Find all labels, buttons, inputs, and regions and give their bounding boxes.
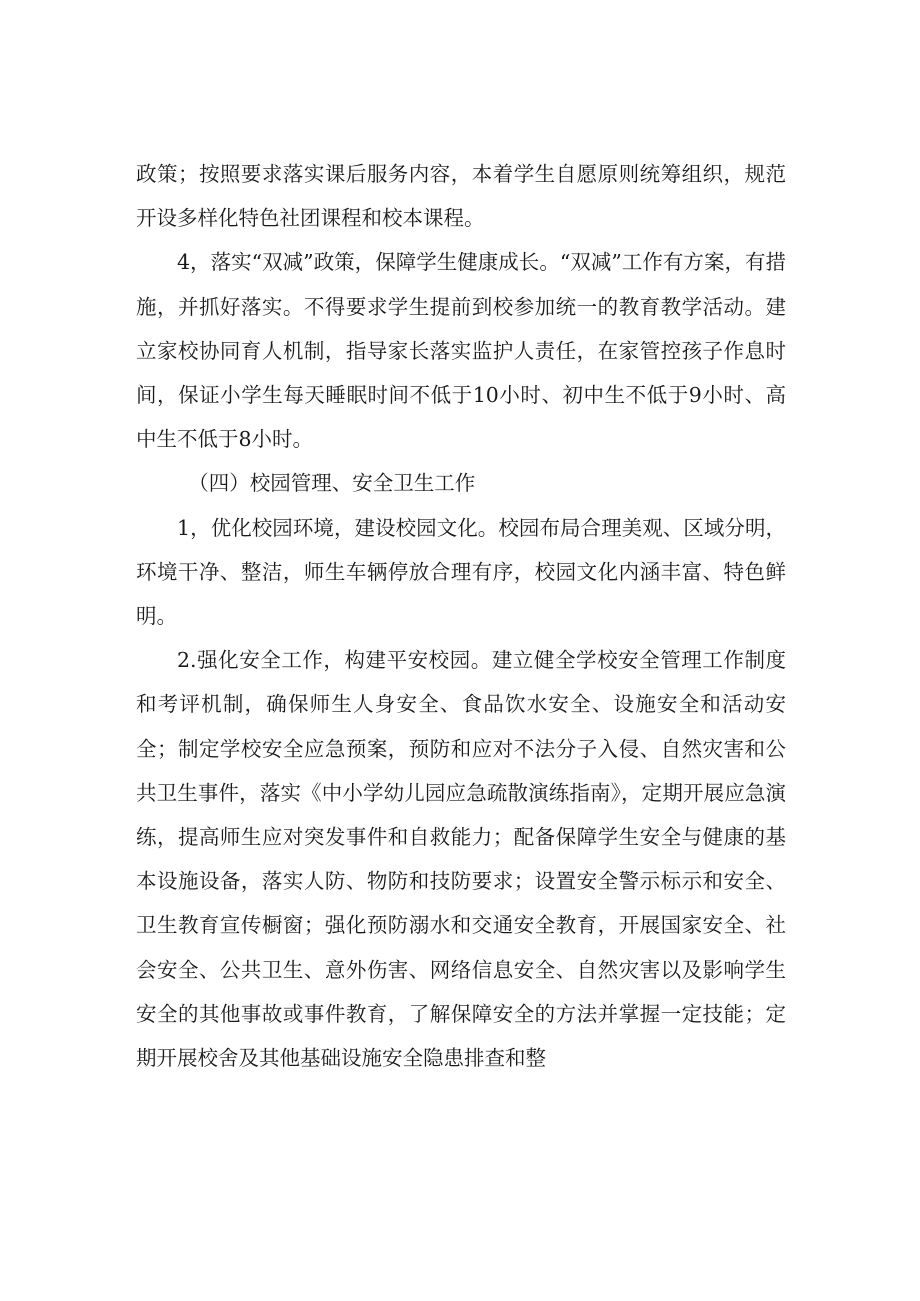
paragraph-item-1-campus-environment: 1，优化校园环境，建设校园文化。校园布局合理美观、区域分明，环境干净、整洁，师生车辆停放合理有序，校园文化内涵丰富、特色鲜明。 — [136, 515, 786, 629]
paragraph-policy-continuation: 政策；按照要求落实课后服务内容，本着学生自愿原则统筹组织，规范开设多样化特色社团课程和校本课程。 — [136, 162, 786, 231]
paragraph-item-2-campus-safety: 2.强化安全工作，构建平安校园。建立健全学校安全管理工作制度和考评机制，确保师生人身安全、食品饮水安全、设施安全和活动安全；制定学校安全应急预案，预防和应对不法分子入侵、自然灾害和公共卫生事件，落实《中小学幼儿园应急疏散演练指南》，定期开展应急演练，提高师生应对突发事件和自救能力；配备保障学生安全与健康的基本设施设备，落实人防、物防和技防要求；设置安全警示标示和安全、卫生教育宣传橱窗；强化预防溺水和交通安全教育，开展国家安全、社会安全、公共卫生、意外伤害、网络信息安全、自然灾害以及影响学生安全的其他事故或事件教育，了解保障安全的方法并掌握一定技能；定期开展校舍及其他基础设施安全隐患排查和整 — [136, 648, 786, 1071]
paragraph-item-4-double-reduction: 4，落实“双减”政策，保障学生健康成长。“双减”工作有方案，有措施，并抓好落实。不得要求学生提前到校参加统一的教育教学活动。建立家校协同育人机制，指导家长落实监护人责任，在家管控孩子作息时间，保证小学生每天睡眠时间不低于10小时、初中生不低于9小时、高中生不低于8小时。 — [136, 250, 786, 452]
section-heading-campus-management: （四）校园管理、安全卫生工作 — [188, 471, 476, 496]
document-body — [136, 152, 786, 1080]
